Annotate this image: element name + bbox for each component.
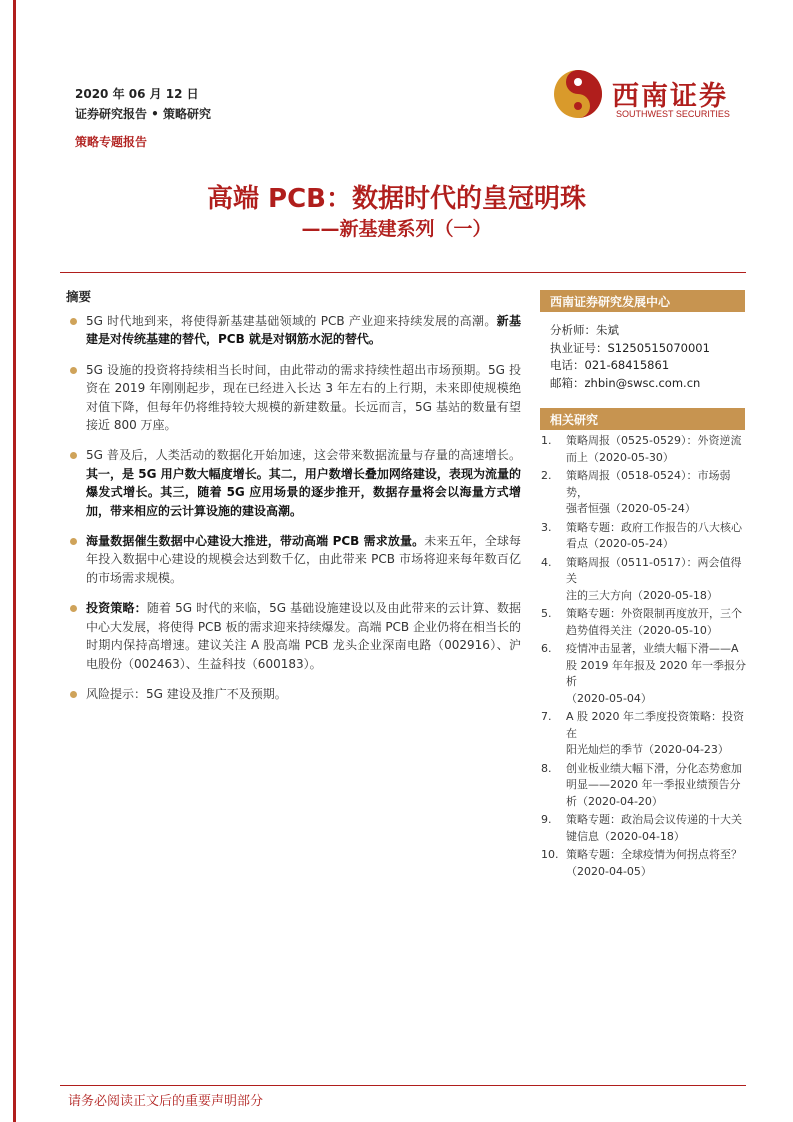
analyst-license: 执业证号：S1250515070001 xyxy=(550,340,710,355)
related-item-number: 5. xyxy=(541,607,552,620)
related-research-list xyxy=(541,432,746,881)
divider xyxy=(60,272,746,273)
left-accent-bar xyxy=(13,0,16,1122)
abstract-emphasis: 其一，是 5G 用户数大幅度增长。其二，用户数增长叠加网络建设，表现为流量的爆发式增长。其三，随着 5G 应用场景的逐步推开，数据存量将会以海量方式增加，带来相应的云计算设施的建设高潮。 xyxy=(86,466,521,518)
related-item-number: 8. xyxy=(541,761,552,775)
abstract-text: 风险提示：5G 建设及推广不及预期。 xyxy=(86,686,287,701)
related-item-text: 策略专题：政府工作报告的八大核心 xyxy=(566,520,742,534)
related-research-item[interactable] xyxy=(541,640,746,708)
report-subtype: 策略专题报告 xyxy=(75,135,148,149)
abstract-text: 随着 5G 时代的来临，5G 基础设施建设以及由此带来的云计算、数据中心大发展，将使得 PCB 板的需求迎来持续爆发。高端 PCB 企业仍将在相当长的时期内保持高增速。建议关注 A 股高端 PCB 龙头企业深南电路（002916）、沪电股份（002463）、生益科技（600183）。 xyxy=(86,601,521,671)
related-item-text: 股 2019 年年报及 2020 年一季报分析 xyxy=(566,658,746,688)
related-item-text: A 股 2020 年二季度投资策略：投资在 xyxy=(566,710,745,740)
footer-divider xyxy=(60,1085,746,1086)
related-item-number: 1. xyxy=(541,434,552,447)
related-item-text: （2020-04-05） xyxy=(566,864,652,878)
related-item-text: 趋势值得关注（2020-05-10） xyxy=(566,623,718,637)
abstract-item xyxy=(66,599,521,673)
related-item-text: 而上（2020-05-30） xyxy=(566,450,674,464)
abstract-emphasis: 投资策略： xyxy=(86,601,147,616)
analyst-name: 分析师：朱斌 xyxy=(550,323,619,337)
related-research-item[interactable] xyxy=(541,554,746,606)
abstract-list xyxy=(66,312,521,715)
related-item-number: 9. xyxy=(541,813,552,826)
company-logo-en: SOUTHWEST SECURITIES xyxy=(616,109,730,119)
related-item-text: 明显——2020 年一季报业绩预告分 xyxy=(566,778,741,791)
report-date: 2020 年 06 月 12 日 xyxy=(75,87,199,101)
company-logo-cn: 西南证券 xyxy=(612,81,728,112)
related-item-text: 策略专题：全球疫情为何拐点将至？ xyxy=(566,848,742,861)
analyst-email[interactable]: 邮箱：zhbin@swsc.com.cn xyxy=(550,375,701,390)
abstract-emphasis: 新基建是对传统基建的替代，PCB 就是对钢筋水泥的替代。 xyxy=(86,314,521,347)
related-research-item[interactable] xyxy=(541,605,746,640)
analyst-info xyxy=(550,322,710,392)
related-item-text: 策略周报（0518-0524）：市场弱势， xyxy=(566,469,731,499)
related-item-text: 创业板业绩大幅下滑，分化态势愈加 xyxy=(566,761,742,775)
bullet-icon xyxy=(70,367,77,374)
related-research-item[interactable] xyxy=(541,432,746,467)
related-item-text: 策略专题：政治局会议传递的十大关 xyxy=(566,813,742,826)
related-item-text: 阳光灿烂的季节（2020-04-23） xyxy=(566,743,729,756)
footer-disclaimer: 请务必阅读正文后的重要声明部分 xyxy=(68,1094,264,1109)
related-item-number: 10. xyxy=(541,848,559,861)
bullet-icon xyxy=(70,452,77,459)
related-research-title: 相关研究 xyxy=(550,413,599,427)
bullet-icon xyxy=(70,605,77,612)
abstract-item xyxy=(66,685,521,703)
abstract-text: 5G 设施的投资将持续相当长时间，由此带动的需求持续性超出市场预期。5G 投资在 2019 年刚刚起步，现在已经进入长达 3 年左右的上行期，未来即使规模绝对值下降，但每年仍将维持较大规模的新建数量。长远而言，5G 基站的数量有望接近 800 万座。 xyxy=(86,362,521,433)
related-item-number: 7. xyxy=(541,710,552,723)
abstract-item xyxy=(66,446,521,520)
related-item-text: 策略专题：外资限制再度放开，三个 xyxy=(566,607,742,620)
bullet-icon xyxy=(70,318,77,325)
abstract-heading: 摘要 xyxy=(66,289,92,304)
related-item-text: 看点（2020-05-24） xyxy=(566,537,674,550)
related-research-item[interactable] xyxy=(541,708,746,760)
abstract-emphasis: 海量数据催生数据中心建设大推进，带动高端 PCB 需求放量。 xyxy=(86,534,425,549)
related-item-text: （2020-05-04） xyxy=(566,691,652,705)
related-item-text: 强者恒强（2020-05-24） xyxy=(566,502,696,515)
research-center-banner xyxy=(540,290,745,312)
bullet-icon xyxy=(70,691,77,698)
abstract-text: 5G 普及后，人类活动的数据化开始加速，这会带来数据流量与存量的高速增长。 xyxy=(86,448,521,463)
abstract-text: 未来五年，全球每年投入数据中心建设的规模会达到数千亿，由此带来 PCB 市场将迎来每年数百亿的市场需求规模。 xyxy=(86,534,521,585)
report-type: 证券研究报告 • 策略研究 xyxy=(75,107,212,121)
related-item-text: 析（2020-04-20） xyxy=(566,794,663,808)
abstract-item xyxy=(66,361,521,435)
related-research-banner xyxy=(540,408,745,430)
page-subtitle: ——新基建系列（一） xyxy=(301,218,492,240)
analyst-phone: 电话：021-68415861 xyxy=(550,358,670,372)
related-item-text: 策略周报（0525-0529）：外资逆流 xyxy=(566,434,742,447)
related-research-item[interactable] xyxy=(541,760,746,812)
related-item-text: 键信息（2020-04-18） xyxy=(566,829,685,843)
abstract-item xyxy=(66,312,521,349)
related-item-text: 疫情冲击显著，业绩大幅下滑——A xyxy=(566,642,739,655)
related-item-number: 3. xyxy=(541,520,552,534)
related-research-item[interactable] xyxy=(541,519,746,554)
abstract-item xyxy=(66,532,521,587)
related-item-number: 4. xyxy=(541,555,552,569)
abstract-text: 5G 时代地到来，将使得新基建基础领域的 PCB 产业迎来持续发展的高潮。 xyxy=(86,314,497,328)
related-item-number: 6. xyxy=(541,642,552,655)
related-item-text: 策略周报（0511-0517）：两会值得关 xyxy=(566,555,742,585)
research-center-title: 西南证券研究发展中心 xyxy=(550,295,671,309)
related-research-item[interactable] xyxy=(541,467,746,519)
page-title: 高端 PCB：数据时代的皇冠明珠 xyxy=(206,184,586,214)
related-item-text: 注的三大方向（2020-05-18） xyxy=(566,588,718,602)
related-item-number: 2. xyxy=(541,469,552,482)
related-research-item[interactable] xyxy=(541,846,746,881)
company-logo-icon xyxy=(552,68,608,120)
related-research-item[interactable] xyxy=(541,811,746,846)
bullet-icon xyxy=(70,538,77,545)
